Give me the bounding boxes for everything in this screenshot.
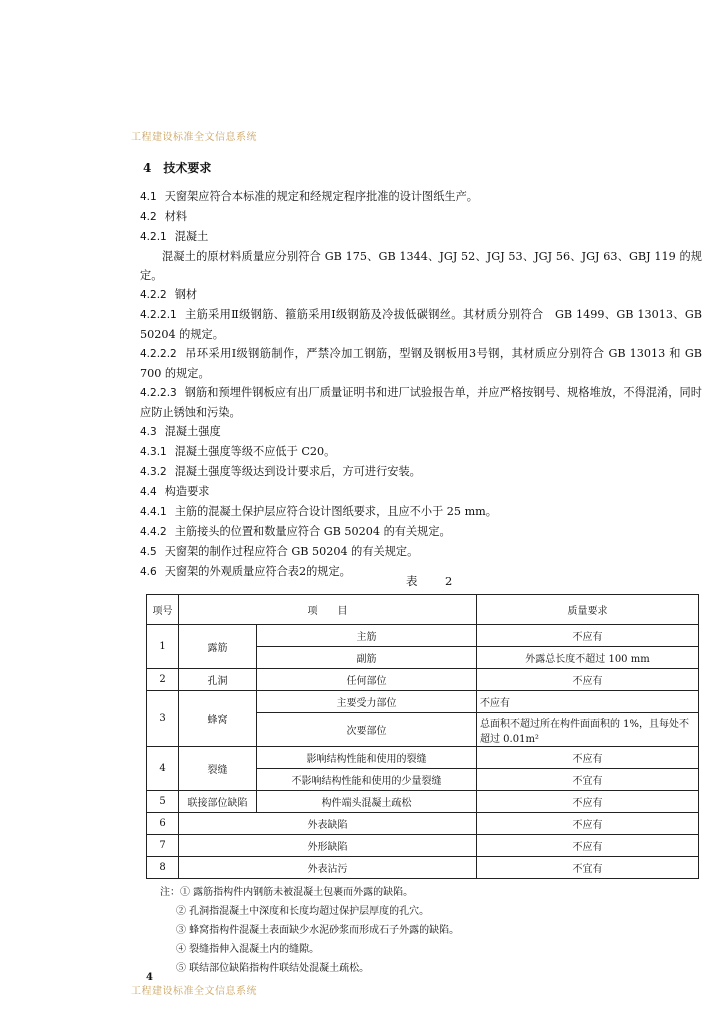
table-row <box>147 691 699 713</box>
paragraph-4-4-2: 4.4.2 主筋接头的位置和数量应符合 GB 50204 的有关规定。 <box>140 525 451 538</box>
row-subitem: 影响结构性能和使用的裂缝 <box>257 747 477 769</box>
row-category: 裂缝 <box>179 747 257 791</box>
notes-label: 注： <box>160 887 180 898</box>
row-no: 2 <box>147 669 179 691</box>
watermark-bottom: 工程建设标准全文信息系统 <box>131 986 257 997</box>
row-requirement: 不宜有 <box>477 857 699 879</box>
page-number: 4 <box>146 972 153 983</box>
row-subitem: 次要部位 <box>257 713 477 747</box>
table-row <box>147 669 699 691</box>
quality-table <box>146 594 699 879</box>
note-item: ④ 裂缝指伸入混凝土内的缝隙。 <box>176 944 320 955</box>
row-subitem: 主要受力部位 <box>257 691 477 713</box>
section-title: 4 技术要求 <box>143 161 212 175</box>
paragraph-4-6: 4.6 天窗架的外观质量应符合表2的规定。 <box>140 565 351 578</box>
paragraph-4-4: 4.4 构造要求 <box>140 485 210 498</box>
row-requirement: 不应有 <box>477 791 699 813</box>
row-no: 4 <box>147 747 179 791</box>
table-notes <box>160 883 459 978</box>
note-item: ③ 蜂窝指构件混凝土表面缺少水泥砂浆而形成石子外露的缺陷。 <box>176 925 460 936</box>
table-caption: 表 2 <box>406 574 461 588</box>
header-no: 项号 <box>147 595 179 625</box>
row-subitem: 不影响结构性能和使用的少量裂缝 <box>257 769 477 791</box>
note-item: ⑤ 联结部位缺陷指构件联结处混凝土疏松。 <box>176 963 370 974</box>
row-requirement: 不应有 <box>477 691 699 713</box>
paragraph-4-1: 4.1 天窗架应符合本标准的规定和经规定程序批准的设计图纸生产。 <box>140 190 478 203</box>
row-subitem: 构件端头混凝土疏松 <box>257 791 477 813</box>
table-row <box>147 791 699 813</box>
row-category: 露筋 <box>179 625 257 669</box>
row-no: 7 <box>147 835 179 857</box>
row-requirement: 总面积不超过所在构件面面积的 1%，且每处不超过 0.01m² <box>477 713 699 747</box>
row-requirement: 不宜有 <box>477 769 699 791</box>
paragraph-4-2-2-1: 4.2.2.1 主筋采用Ⅱ级钢筋、箍筋采用Ⅰ级钢筋及冷拔低碳钢丝。其材质分别符合 GB 1499、GB 13013、GB 50204 的规定。 <box>140 308 702 341</box>
note-item: 注：① 露筋指构件内钢筋未被混凝土包裹而外露的缺陷。 <box>160 887 414 898</box>
table-row <box>147 857 699 879</box>
paragraph-4-3-2: 4.3.2 混凝土强度等级达到设计要求后，方可进行安装。 <box>140 465 421 478</box>
row-requirement: 不应有 <box>477 669 699 691</box>
row-no: 6 <box>147 813 179 835</box>
table-row <box>147 813 699 835</box>
row-subitem: 副筋 <box>257 647 477 669</box>
row-item: 外形缺陷 <box>179 835 477 857</box>
paragraph-4-2-2-2: 4.2.2.2 吊环采用Ⅰ级钢筋制作，严禁冷加工钢筋，型钢及钢板用3号钢，其材质应分别符合 GB 13013 和 GB 700 的规定。 <box>140 347 702 380</box>
header-item: 项 目 <box>179 595 477 625</box>
row-requirement: 不应有 <box>477 625 699 647</box>
row-requirement: 不应有 <box>477 747 699 769</box>
watermark-top: 工程建设标准全文信息系统 <box>131 132 257 143</box>
row-no: 5 <box>147 791 179 813</box>
row-requirement: 外露总长度不超过 100 mm <box>477 647 699 669</box>
paragraph-concrete-materials: 混凝土的原材料质量应分别符合 GB 175、GB 1344、JGJ 52、JGJ 53、JGJ 56、JGJ 63、GBJ 119 的规定。 <box>140 250 702 282</box>
row-requirement: 不应有 <box>477 813 699 835</box>
row-category: 蜂窝 <box>179 691 257 747</box>
header-requirement: 质量要求 <box>477 595 699 625</box>
row-item: 外表沾污 <box>179 857 477 879</box>
row-subitem: 主筋 <box>257 625 477 647</box>
table-row <box>147 835 699 857</box>
row-category: 联接部位缺陷 <box>179 791 257 813</box>
body-text <box>140 187 702 582</box>
paragraph-4-3-1: 4.3.1 混凝土强度等级不应低于 C20。 <box>140 445 336 458</box>
paragraph-4-2: 4.2 材料 <box>140 210 188 223</box>
paragraph-4-4-1: 4.4.1 主筋的混凝土保护层应符合设计图纸要求，且应不小于 25 mm。 <box>140 505 497 518</box>
table-row <box>147 625 699 647</box>
table-row <box>147 747 699 769</box>
paragraph-4-2-2: 4.2.2 钢材 <box>140 288 198 301</box>
paragraph-4-3: 4.3 混凝土强度 <box>140 425 221 438</box>
row-no: 8 <box>147 857 179 879</box>
paragraph-4-2-1: 4.2.1 混凝土 <box>140 230 209 243</box>
row-no: 3 <box>147 691 179 747</box>
row-category: 孔洞 <box>179 669 257 691</box>
table-header-row <box>147 595 699 625</box>
paragraph-4-2-2-3: 4.2.2.3 钢筋和预埋件钢板应有出厂质量证明书和进厂试验报告单，并应严格按钢号、规格堆放，不得混淆，同时应防止锈蚀和污染。 <box>140 386 702 419</box>
row-subitem: 任何部位 <box>257 669 477 691</box>
paragraph-4-5: 4.5 天窗架的制作过程应符合 GB 50204 的有关规定。 <box>140 545 419 558</box>
row-no: 1 <box>147 625 179 669</box>
row-requirement: 不应有 <box>477 835 699 857</box>
note-item: ② 孔洞指混凝土中深度和长度均超过保护层厚度的孔穴。 <box>176 906 430 917</box>
row-item: 外表缺陷 <box>179 813 477 835</box>
